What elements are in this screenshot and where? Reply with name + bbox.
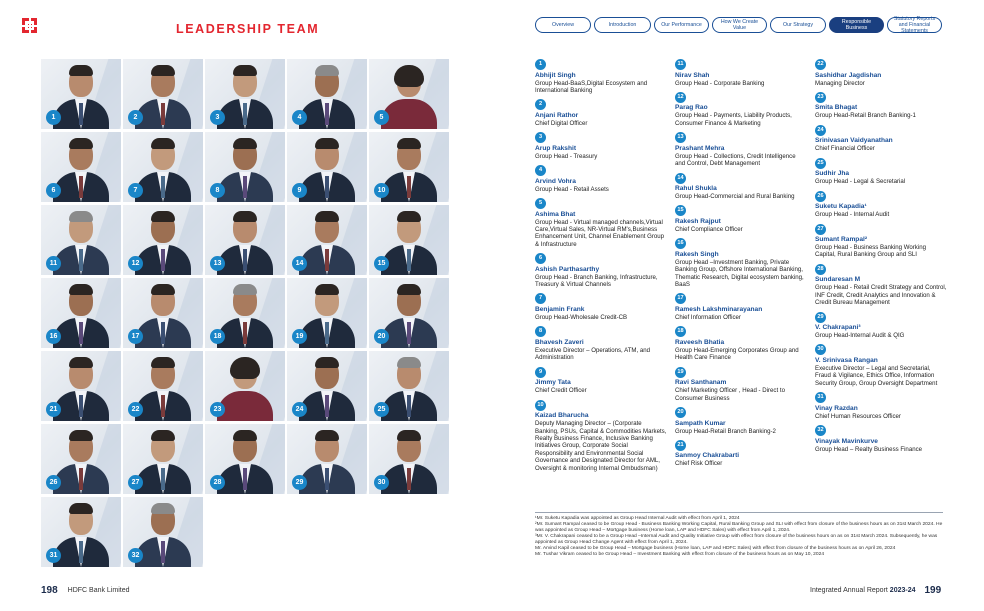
photo-number-badge: 31 <box>46 548 61 563</box>
leader-number-badge: 20 <box>675 407 686 418</box>
leader-photo <box>205 351 285 421</box>
footnote: ¹Mr. Suketu Kapadia was appointed as Group Head Internal Audit with effect from April 1, 2024 <box>535 516 740 521</box>
leader-entry <box>535 293 667 321</box>
leader-photo <box>123 278 203 348</box>
leader-number-badge: 19 <box>675 367 686 378</box>
leader-number-badge: 22 <box>815 59 826 70</box>
leader-photo <box>41 132 121 202</box>
nav-tab-statutory-reports-and-financial-statements[interactable]: Statutory Reports and Financial Statements <box>887 17 942 33</box>
leader-entry <box>815 312 947 340</box>
leader-photo <box>369 278 449 348</box>
photo-number-badge: 17 <box>128 329 143 344</box>
photo-number-badge: 21 <box>46 402 61 417</box>
leader-name: Vinay Razdan <box>815 404 858 412</box>
leader-photo <box>41 205 121 275</box>
photo-number-badge: 15 <box>374 256 389 271</box>
leader-number-badge: 13 <box>675 132 686 143</box>
report-name: Integrated Annual Report <box>810 587 888 594</box>
leader-name: Rahul Shukla <box>675 185 717 193</box>
leader-role: Group Head - Retail Credit Strategy and Control, INF Credit, Credit Analytics and Innovation & Credit Bureau Management <box>815 284 947 307</box>
footnote: Mr. Tushar Vikram ceased to be Group Head – Investment Banking with effect from closure of the business hours as on May 10, 2024 <box>535 552 825 557</box>
leader-name: Sumant Rampal² <box>815 236 868 244</box>
leader-photo <box>205 278 285 348</box>
leader-entry <box>815 392 947 420</box>
photo-number-badge: 4 <box>292 110 307 125</box>
photo-number-badge: 9 <box>292 183 307 198</box>
leader-photo <box>205 59 285 129</box>
leader-photo <box>205 205 285 275</box>
leader-photo <box>287 278 367 348</box>
leader-name: Ashima Bhat <box>535 210 576 218</box>
leader-photo <box>287 132 367 202</box>
photo-number-badge: 5 <box>374 110 389 125</box>
leader-number-badge: 23 <box>815 92 826 103</box>
leader-role: Chief Risk Officer <box>675 460 723 468</box>
leader-name: Sudhir Jha <box>815 170 850 178</box>
leader-number-badge: 14 <box>675 173 686 184</box>
leader-name: Suketu Kapadia¹ <box>815 203 867 211</box>
leader-number-badge: 6 <box>535 253 546 264</box>
leader-entry <box>815 191 947 219</box>
photo-number-badge: 32 <box>128 548 143 563</box>
leader-name: Arup Rakshit <box>535 144 577 152</box>
photo-number-badge: 28 <box>210 475 225 490</box>
leader-name: Parag Rao <box>675 104 708 112</box>
leader-role: Group Head - Retail Assets <box>535 185 609 193</box>
leader-photo <box>123 59 203 129</box>
leader-name: Kaizad Bharucha <box>535 412 589 420</box>
photo-number-badge: 2 <box>128 110 143 125</box>
leader-entry <box>535 165 667 193</box>
leader-entry <box>815 344 947 387</box>
leader-role: Group Head - Payments, Liability Products, Consumer Finance & Marketing <box>675 112 792 127</box>
nav-tab-introduction[interactable]: Introduction <box>594 17 651 33</box>
nav-tab-overview[interactable]: Overview <box>535 17 591 33</box>
leader-number-badge: 12 <box>675 92 686 103</box>
hdfc-logo-icon <box>22 18 37 33</box>
leader-role: Group Head - Branch Banking, Infrastructure, Treasury & Virtual Channels <box>535 273 658 289</box>
photo-number-badge: 24 <box>292 402 307 417</box>
leader-number-badge: 31 <box>815 392 826 403</box>
leader-entry <box>675 440 807 468</box>
leader-number-badge: 29 <box>815 312 826 323</box>
leader-number-badge: 26 <box>815 191 826 202</box>
footer-left <box>41 585 130 596</box>
leader-entry <box>675 367 807 402</box>
leader-name: Bhavesh Zaveri <box>535 338 584 346</box>
leader-number-badge: 17 <box>675 293 686 304</box>
leader-name: Sundaresan M <box>815 276 861 284</box>
leader-entry <box>535 99 667 127</box>
leader-entry <box>535 59 667 94</box>
leader-photo <box>41 278 121 348</box>
leader-name: Rakesh Singh <box>675 250 719 258</box>
leader-photo <box>287 205 367 275</box>
leader-role: Group Head –Investment Banking, Private Banking Group, Offshore International Banking, Thematic Research, Digital ecosystem banking, BaaS <box>675 258 804 289</box>
footnotes <box>535 512 943 558</box>
nav-tab-our-performance[interactable]: Our Performance <box>654 17 709 33</box>
leader-photo <box>205 424 285 494</box>
leader-name: Smita Bhagat <box>815 104 858 112</box>
leader-name: Benjamin Frank <box>535 305 585 313</box>
leader-role: Group Head - Legal & Secretarial <box>815 178 906 186</box>
leader-photo <box>287 424 367 494</box>
leader-role: Group Head-Commercial and Rural Banking <box>675 193 795 201</box>
leader-number-badge: 9 <box>535 367 546 378</box>
leader-role: Group Head – Realty Business Finance <box>815 445 923 453</box>
leader-name: Ashish Parthasarthy <box>535 265 600 273</box>
photo-number-badge: 27 <box>128 475 143 490</box>
photo-number-badge: 20 <box>374 329 389 344</box>
leader-number-badge: 24 <box>815 125 826 136</box>
leader-entry <box>675 238 807 288</box>
leader-role: Executive Director – Operations, ATM, and Administration <box>535 346 651 362</box>
leader-entry <box>815 224 947 259</box>
leader-entry <box>675 132 807 167</box>
leader-number-badge: 18 <box>675 326 686 337</box>
leader-entry <box>815 158 947 186</box>
leader-photo <box>369 205 449 275</box>
leader-role: Group Head - Treasury <box>535 152 598 160</box>
leader-name: Raveesh Bhatia <box>675 338 725 346</box>
leader-entry <box>535 198 667 248</box>
leader-role: Chief Compliance Officer <box>675 225 743 233</box>
photo-number-badge: 3 <box>210 110 225 125</box>
photo-number-badge: 12 <box>128 256 143 271</box>
leader-number-badge: 11 <box>675 59 686 70</box>
leader-role: Chief Credit Officer <box>535 387 587 395</box>
leader-photo <box>369 424 449 494</box>
leader-name: Ramesh Lakshminarayanan <box>675 305 763 313</box>
leader-role: Group Head-Retail Branch Banking-2 <box>675 427 776 435</box>
leader-role: Chief Human Resources Officer <box>815 412 901 420</box>
leader-number-badge: 5 <box>535 198 546 209</box>
leader-number-badge: 1 <box>535 59 546 70</box>
leader-number-badge: 2 <box>535 99 546 110</box>
leader-role: Managing Director <box>815 79 865 87</box>
leader-entry <box>675 326 807 361</box>
leader-role: Group Head - Internal Audit <box>815 211 890 219</box>
footer-right <box>810 585 941 596</box>
leader-entry <box>535 132 667 160</box>
leader-number-badge: 15 <box>675 205 686 216</box>
leader-name: Anjani Rathor <box>535 111 579 119</box>
leader-photo <box>123 205 203 275</box>
leaders-column-3 <box>815 59 947 458</box>
leader-number-badge: 7 <box>535 293 546 304</box>
leader-role: Group Head - Virtual managed channels,Virtual Care,Virtual Sales, NR-Virtual RM's,Business Enhancement Unit, Channel Enablement Group & Infrastructure <box>535 218 665 248</box>
leader-photo <box>205 132 285 202</box>
leader-number-badge: 3 <box>535 132 546 143</box>
leader-role: Group Head-Emerging Corporates Group and Health Care Finance <box>675 346 799 362</box>
leader-number-badge: 25 <box>815 158 826 169</box>
leader-photo <box>41 497 121 567</box>
leader-number-badge: 16 <box>675 238 686 249</box>
leader-role: Group Head - Corporate Banking <box>675 79 765 87</box>
leader-role: Group Head-BaaS,Digital Ecosystem and International Banking <box>535 79 648 94</box>
leader-role: Group Head-Retail Branch Banking-1 <box>815 112 916 120</box>
leader-role: Group Head - Business Banking Working Capital, Rural Banking Group and SLI <box>815 244 926 259</box>
leader-photo <box>369 351 449 421</box>
leader-number-badge: 28 <box>815 264 826 275</box>
leader-name: Nirav Shah <box>675 71 710 79</box>
leader-entry <box>675 407 807 435</box>
leader-role: Group Head - Collections, Credit Intelligence and Control, Debt Management <box>675 152 796 168</box>
leader-entry <box>675 293 807 321</box>
footnote: ³Mr. V. Chakrapani ceased to be a Group Head –Internal Audit and Quality Initiative Group with effect from closure of the business hours on as on 31st March 2024. Subsequently, he was appointed as Group Head Change Agent with effect from April 1, 2024. <box>535 534 938 545</box>
leader-number-badge: 10 <box>535 400 546 411</box>
leader-entry <box>535 400 667 472</box>
leader-number-badge: 27 <box>815 224 826 235</box>
photo-number-badge: 7 <box>128 183 143 198</box>
leader-name: Ravi Santhanam <box>675 379 727 387</box>
leader-photo <box>41 424 121 494</box>
leader-entry <box>675 59 807 87</box>
leader-role: Chief Financial Officer <box>815 145 875 153</box>
nav-tab-our-strategy[interactable]: Our Strategy <box>770 17 826 33</box>
photo-number-badge: 18 <box>210 329 225 344</box>
leader-name: V. Chakrapani³ <box>815 324 861 332</box>
leader-role: Chief Digital Officer <box>535 119 588 127</box>
leader-photo <box>369 132 449 202</box>
leader-entry <box>535 367 667 395</box>
footnote: Mr. Arvind Kapil ceased to be Group Head – Mortgage business (Home loan, LAP and HDFC Sales) with effect from closure of the business hours as on April 26, 2024 <box>535 546 896 551</box>
photo-number-badge: 10 <box>374 183 389 198</box>
leader-photo <box>123 132 203 202</box>
leader-entry <box>815 125 947 153</box>
leader-role: Chief Information Officer <box>675 313 741 321</box>
leader-number-badge: 4 <box>535 165 546 176</box>
leader-number-badge: 32 <box>815 425 826 436</box>
photo-number-badge: 23 <box>210 402 225 417</box>
photo-number-badge: 22 <box>128 402 143 417</box>
leader-photo <box>287 351 367 421</box>
leader-number-badge: 30 <box>815 344 826 355</box>
leader-name: Sampath Kumar <box>675 419 726 427</box>
footnote: ²Mr. Sumant Rampal ceased to be Group Head - Business Banking Working Capital, Rural Banking Group and SLI with effect from closure of the business hours as on 31st March 2024. He was appointed as Group Head – Mortgage business (Home loan, LAP and HDFC Sales) with effect from April 1, 2024. <box>535 522 943 533</box>
leadership-photo-grid <box>41 59 449 569</box>
leader-entry <box>535 326 667 361</box>
photo-number-badge: 29 <box>292 475 307 490</box>
leader-entry <box>815 425 947 453</box>
leader-number-badge: 8 <box>535 326 546 337</box>
leader-name: Rakesh Rajput <box>675 217 721 225</box>
photo-number-badge: 16 <box>46 329 61 344</box>
leader-number-badge: 21 <box>675 440 686 451</box>
nav-tab-responsible-business[interactable]: Responsible Business <box>829 17 884 33</box>
leader-role: Group Head-Internal Audit & QIG <box>815 332 905 340</box>
leader-name: Sashidhar Jagdishan <box>815 71 882 79</box>
leader-name: Jimmy Tata <box>535 379 571 387</box>
leader-name: V. Srinivasa Rangan <box>815 356 878 364</box>
leader-photo <box>123 424 203 494</box>
photo-number-badge: 8 <box>210 183 225 198</box>
page-title: LEADERSHIP TEAM <box>176 22 320 36</box>
leader-entry <box>535 253 667 288</box>
nav-tab-how-we-create-value[interactable]: How We Create Value <box>712 17 767 33</box>
leader-photo <box>41 351 121 421</box>
leader-role: Deputy Managing Director – (Corporate Banking, PSUs, Capital & Commodities Markets, Realty Business Finance, Inclusive Banking Initiatives Group, Corporate Social Responsibility and Environmental Social Governance and Designated Director for AML, Oversight & monitoring Internal Ombudsman) <box>535 420 667 472</box>
leader-photo <box>41 59 121 129</box>
report-year: 2023-24 <box>889 587 916 594</box>
photo-number-badge: 25 <box>374 402 389 417</box>
leader-photo <box>287 59 367 129</box>
photo-number-badge: 30 <box>374 475 389 490</box>
leader-name: Sanmoy Chakrabarti <box>675 452 740 460</box>
leader-photo <box>369 59 449 129</box>
section-nav <box>535 17 942 33</box>
leader-name: Abhijit Singh <box>535 71 576 79</box>
leader-role: Executive Director – Legal and Secretarial, Fraud & Vigilance, Ethics Office, Information Security Group, Group Oversight Department <box>815 364 938 387</box>
leader-entry <box>815 59 947 87</box>
leader-entry <box>815 92 947 120</box>
photo-number-badge: 19 <box>292 329 307 344</box>
leader-entry <box>815 264 947 307</box>
leader-entry <box>675 92 807 127</box>
photo-number-badge: 6 <box>46 183 61 198</box>
photo-number-badge: 13 <box>210 256 225 271</box>
leader-name: Arvind Vohra <box>535 177 576 185</box>
leaders-column-2 <box>675 59 807 473</box>
photo-number-badge: 11 <box>46 256 61 271</box>
leader-photo <box>123 351 203 421</box>
photo-number-badge: 14 <box>292 256 307 271</box>
leader-name: Srinivasan Vaidyanathan <box>815 137 893 145</box>
leader-role: Chief Marketing Officer , Head - Direct to Consumer Business <box>675 387 785 402</box>
leader-name: Prashant Mehra <box>675 144 725 152</box>
page-number-left: 198 <box>41 585 58 596</box>
leaders-column-1 <box>535 59 667 477</box>
leader-name: Vinayak Mavinkurve <box>815 437 878 445</box>
leader-role: Group Head-Wholesale Credit-CB <box>535 313 628 321</box>
photo-number-badge: 26 <box>46 475 61 490</box>
leader-photo <box>123 497 203 567</box>
company-name: HDFC Bank Limited <box>67 587 130 594</box>
photo-number-badge: 1 <box>46 110 61 125</box>
page-number-right: 199 <box>924 585 942 596</box>
leader-entry <box>675 205 807 233</box>
leader-entry <box>675 173 807 201</box>
